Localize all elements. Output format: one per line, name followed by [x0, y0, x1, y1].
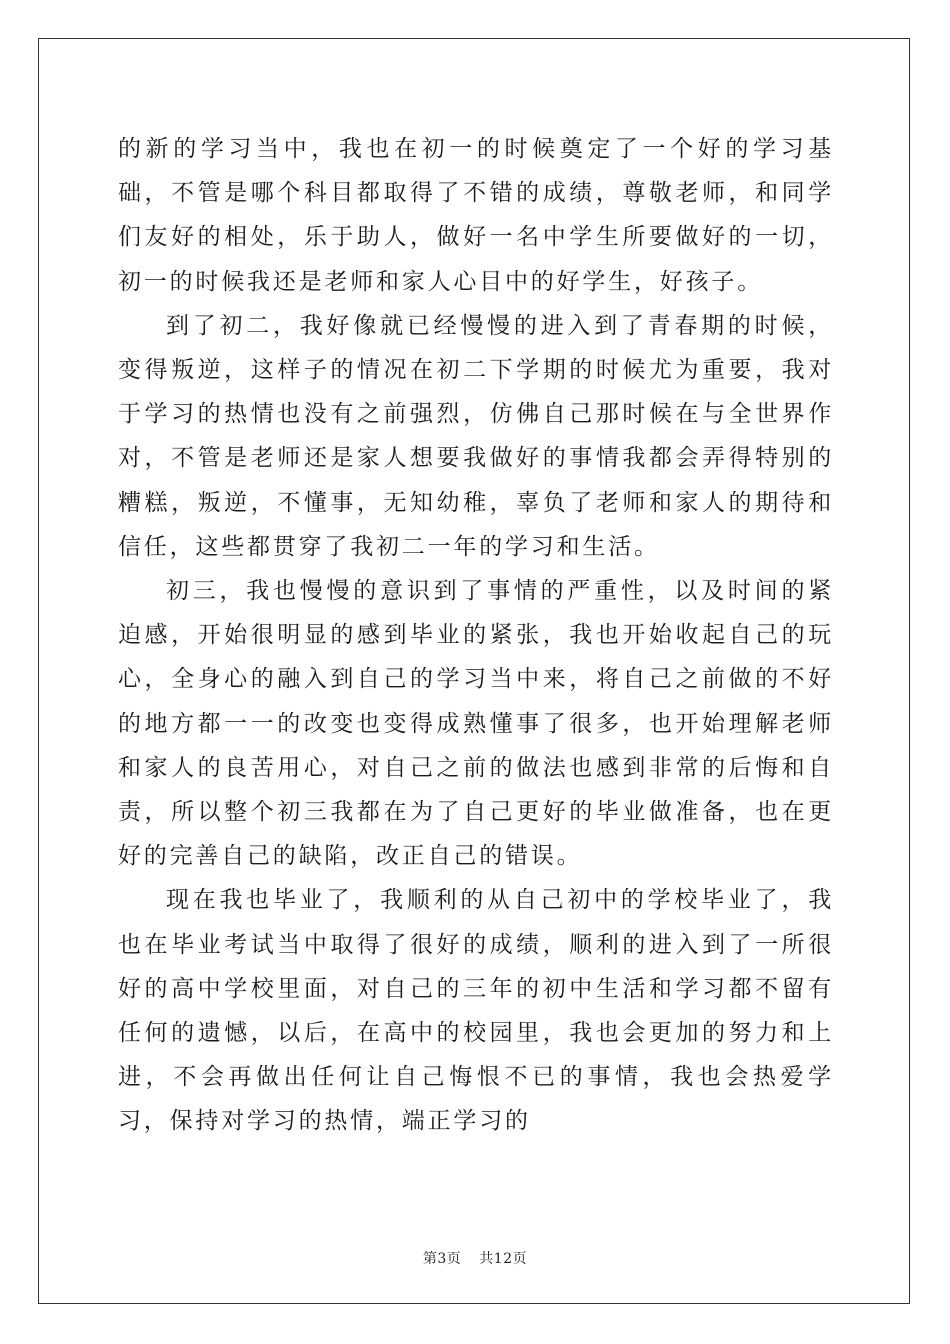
paragraph-1: 的新的学习当中，我也在初一的时候奠定了一个好的学习基础，不管是哪个科目都取得了不错的成绩，尊敬老师，和同学们友好的相处，乐于助人，做好一名中学生所要做好的一切，初一的时候我还是老师和家人心目中的好学生，好孩子。	[118, 136, 834, 295]
page-number: 第3页	[422, 1251, 462, 1267]
paragraph-3: 初三，我也慢慢的意识到了事情的严重性，以及时间的紧迫感，开始很明显的感到毕业的紧张，我也开始收起自己的玩心，全身心的融入到自己的学习当中来，将自己之前做的不好的地方都一一的改变也变得成熟懂事了很多，也开始理解老师和家人的良苦用心，对自己之前的做法也感到非常的后悔和自责，所以整个初三我都在为了自己更好的毕业做准备，也在更好的完善自己的缺陷，改正自己的错误。	[118, 578, 834, 870]
page-total: 共12页	[479, 1251, 528, 1267]
document-body	[118, 127, 834, 1144]
paragraph-2: 到了初二，我好像就已经慢慢的进入到了青春期的时候，变得叛逆，这样子的情况在初二下学期的时候尤为重要，我对于学习的热情也没有之前强烈，仿佛自己那时候在与全世界作对，不管是老师还是家人想要我做好的事情我都会弄得特别的糟糕，叛逆，不懂事，无知幼稚，辜负了老师和家人的期待和信任，这些都贯穿了我初二一年的学习和生活。	[118, 312, 834, 560]
page-footer	[0, 1248, 950, 1268]
paragraph-4: 现在我也毕业了，我顺利的从自己初中的学校毕业了，我也在毕业考试当中取得了很好的成绩，顺利的进入到了一所很好的高中学校里面，对自己的三年的初中生活和学习都不留有任何的遗憾，以后，在高中的校园里，我也会更加的努力和上进，不会再做出任何让自己悔恨不已的事情，我也会热爱学习，保持对学习的热情，端正学习的	[118, 887, 834, 1135]
